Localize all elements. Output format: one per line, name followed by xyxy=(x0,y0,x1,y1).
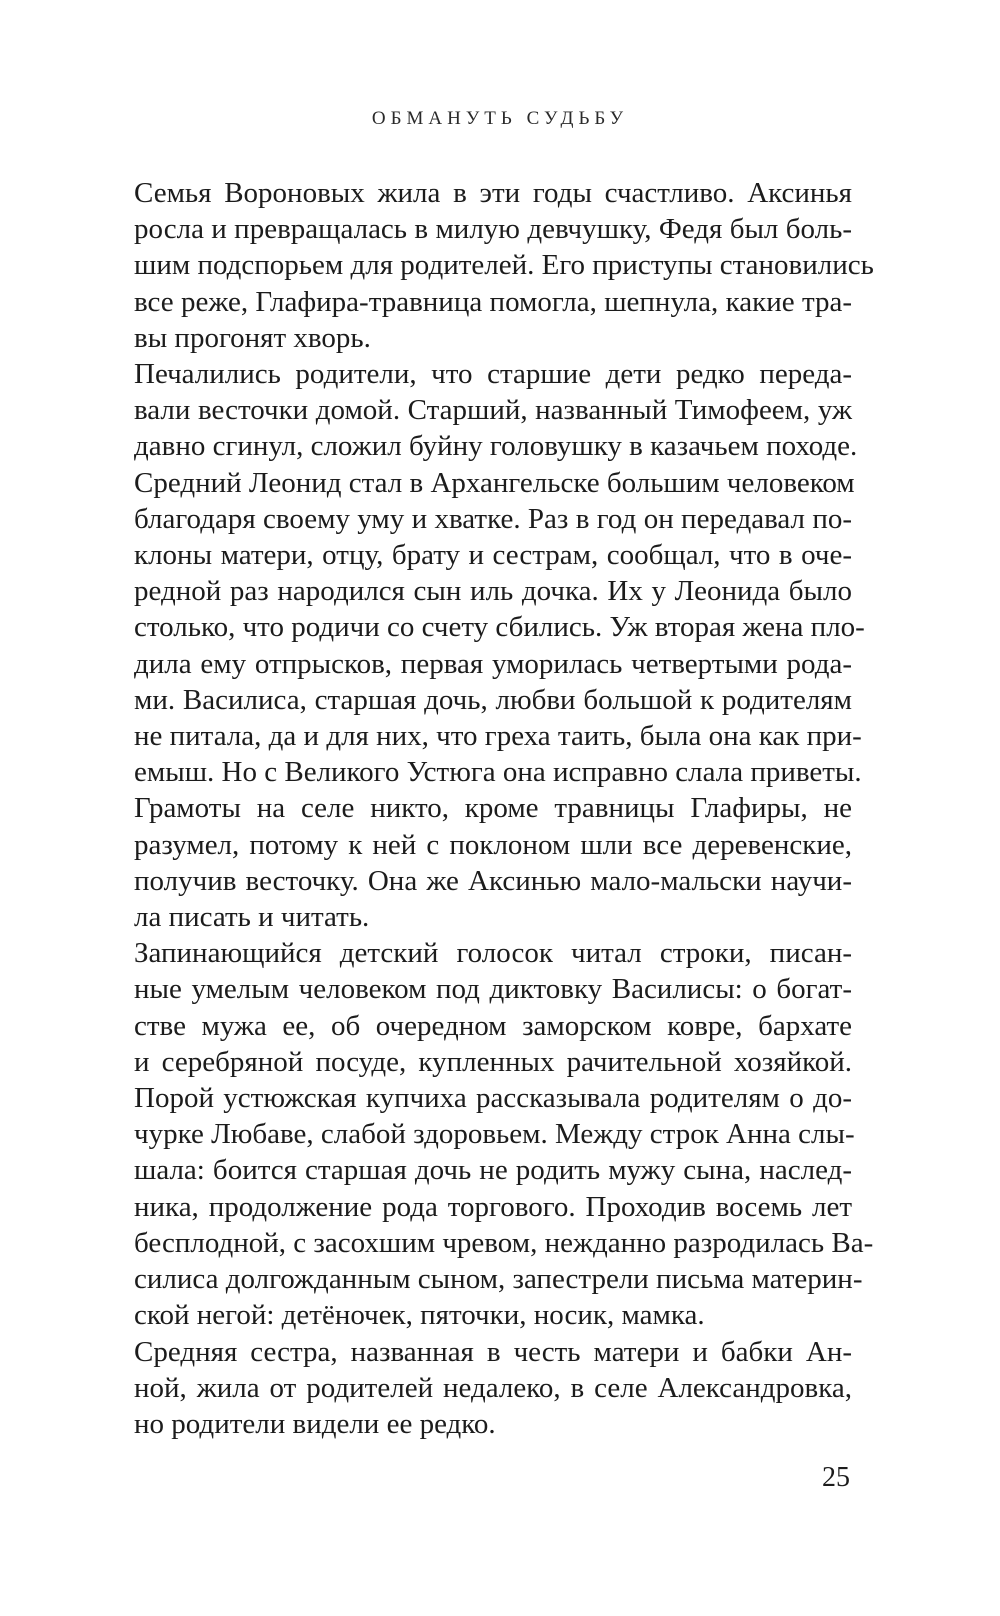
text-line: бесплодной, с засохшим чревом, нежданно разродилась Ва- xyxy=(134,1226,874,1259)
text-line: разумел, потому к ней с поклоном шли все деревенские, xyxy=(134,828,852,861)
text-line: росла и превращалась в милую девчушку, Федя был боль- xyxy=(134,213,852,246)
text-line: ла писать и читать. xyxy=(134,901,370,934)
text-line: вы прогонят хворь. xyxy=(134,321,371,354)
text-line: столько, что родичи со счету сбились. Уж вторая жена пло- xyxy=(134,611,865,644)
paragraph xyxy=(102,175,874,356)
paragraph xyxy=(102,790,852,935)
text-line: ской негой: детёночек, пяточки, носик, мамка. xyxy=(134,1299,705,1332)
paragraph xyxy=(102,935,874,1333)
text-line: Семья Вороновых жила в эти годы счастливо. Аксинья xyxy=(134,177,852,209)
text-line: Средний Леонид стал в Архангельске большим человеком xyxy=(134,466,855,499)
text-line: Запинающийся детский голосок читал строки, писан- xyxy=(134,937,852,970)
text-line: все реже, Глафира-травница помогла, шепнула, какие тра- xyxy=(134,285,852,318)
text-line: Печалились родители, что старшие дети редко переда- xyxy=(134,358,852,391)
text-line: получив весточку. Она же Аксинью мало-мальски научи- xyxy=(134,864,852,897)
body-text xyxy=(102,175,874,1442)
text-line: не питала, да и для них, что греха таить, была она как при- xyxy=(134,720,862,753)
text-line: силиса долгожданным сыном, запестрели письма материн- xyxy=(134,1263,863,1296)
text-line: ные умелым человеком под диктовку Василисы: о богат- xyxy=(134,973,852,1006)
text-line: клоны матери, отцу, брату и сестрам, сообщал, что в оче- xyxy=(134,539,852,572)
text-line: редной раз народился сын иль дочка. Их у Леонида было xyxy=(134,575,852,608)
text-line: но родители видели ее редко. xyxy=(134,1407,496,1440)
text-line: дила ему отпрысков, первая уморилась четвертыми рода- xyxy=(134,647,852,680)
text-line: Средняя сестра, названная в честь матери и бабки Ан- xyxy=(134,1335,852,1368)
paragraph xyxy=(102,1334,852,1443)
page-number: 25 xyxy=(822,1462,850,1493)
text-line: шим подспорьем для родителей. Его приступы становились xyxy=(134,249,874,282)
text-line: шала: боится старшая дочь не родить мужу сына, наслед- xyxy=(134,1154,852,1187)
text-line: давно сгинул, сложил буйну головушку в казачьем походе. xyxy=(134,430,858,463)
text-line: и серебряной посуде, купленных рачительной хозяйкой. xyxy=(134,1045,852,1078)
text-line: благодаря своему уму и хватке. Раз в год он передавал по- xyxy=(134,502,852,535)
running-head: ОБМАНУТЬ СУДЬБУ xyxy=(371,108,629,129)
paragraph xyxy=(102,356,865,790)
text-line: Грамоты на селе никто, кроме травницы Глафиры, не xyxy=(134,792,852,825)
text-line: ника, продолжение рода торгового. Проходив восемь лет xyxy=(134,1190,852,1223)
text-line: чурке Любаве, слабой здоровьем. Между строк Анна слы- xyxy=(134,1118,855,1151)
text-line: стве мужа ее, об очередном заморском ковре, бархате xyxy=(134,1009,852,1042)
text-line: вали весточки домой. Старший, названный Тимофеем, уж xyxy=(134,394,852,427)
text-line: ной, жила от родителей недалеко, в селе Александровка, xyxy=(134,1371,852,1404)
text-line: ми. Василиса, старшая дочь, любви большой к родителям xyxy=(134,683,852,716)
text-line: Порой устюжская купчиха рассказывала родителям о до- xyxy=(134,1082,852,1115)
text-line: емыш. Но с Великого Устюга она исправно слала приветы. xyxy=(134,756,862,789)
